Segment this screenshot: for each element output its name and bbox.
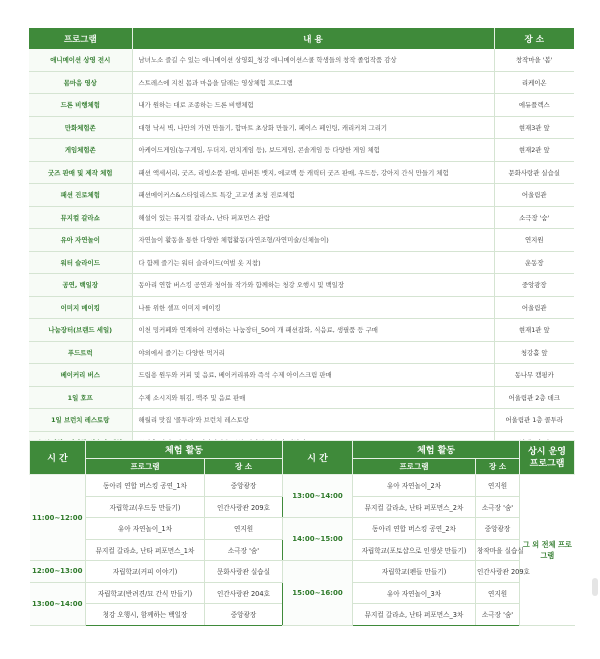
schedule-subheader-place-left: 장 소 (205, 459, 283, 475)
program-row (29, 184, 574, 207)
time-slot: 13:00~14:00 (30, 582, 86, 625)
program-description: 내가 원하는 대로 조종하는 드론 비행체험 (132, 94, 494, 117)
schedule-program: 자립학교(펜들 만들기) (353, 561, 476, 583)
schedule-row (30, 475, 575, 497)
program-row (29, 296, 574, 319)
schedule-program: 뮤지컬 갈라쇼, 난타 퍼포먼스_2차 (353, 496, 476, 518)
program-place: 현재3관 앞 (494, 116, 574, 139)
program-description: 동아리 연합 버스킹 공연과 청어들 작가와 함께하는 청강 오행시 및 백일장 (132, 274, 494, 297)
program-name: 드론 비행체험 (29, 94, 132, 117)
program-place: 소극장 '숨' (494, 206, 574, 229)
schedule-program: 자립학교(포토샵으로 인생샷 만들기) (353, 539, 476, 561)
time-slot: 13:00~14:00 (283, 475, 353, 518)
schedule-program: 유아 자연놀이_1차 (86, 518, 205, 540)
program-row (29, 341, 574, 364)
program-place: 동나무 캠핑카 (494, 364, 574, 387)
program-description: 이천 밍커페와 연계하여 진행하는 나눔장터_50여 개 패션잡화, 식음료, 생필품 등 구매 (132, 319, 494, 342)
program-name: 공연, 백일장 (29, 274, 132, 297)
schedule-header-time-right: 시 간 (283, 441, 353, 475)
schedule-place: 중앙광장 (205, 604, 283, 626)
schedule-place: 소극장 '숨' (476, 496, 520, 518)
schedule-program: 뮤지컬 갈라쇼, 난타 퍼포먼스_3차 (353, 604, 476, 626)
program-description: 자연놀이 활동을 통한 다양한 체험활동(자연조형/자연미술/신체놀이) (132, 229, 494, 252)
program-row (29, 206, 574, 229)
program-description: 스트레스에 지친 몸과 마음을 달래는 영상체험 프로그램 (132, 71, 494, 94)
schedule-place: 연지원 (476, 582, 520, 604)
schedule-row (30, 518, 575, 540)
schedule-place: 중앙광장 (205, 475, 283, 497)
schedule-place: 인간사랑관 209호 (476, 561, 520, 583)
program-name: 패션 진로체험 (29, 184, 132, 207)
program-name: 유아 자연놀이 (29, 229, 132, 252)
program-name: 워터 슬라이드 (29, 251, 132, 274)
program-row (29, 161, 574, 184)
program-place: 연지원 (494, 229, 574, 252)
schedule-program: 유아 자연놀이_2차 (353, 475, 476, 497)
program-row (29, 274, 574, 297)
program-row (29, 251, 574, 274)
schedule-row (30, 561, 575, 583)
col-header-place: 장 소 (494, 28, 574, 49)
schedule-program: 청강 오행시, 함께하는 백일장 (86, 604, 205, 626)
program-name: 만화체험존 (29, 116, 132, 139)
time-slot: 11:00~12:00 (30, 475, 86, 561)
program-name: 뮤지컬 갈라쇼 (29, 206, 132, 229)
schedule-program: 자립학교(우드등 만들기) (86, 496, 205, 518)
program-table-header (29, 28, 574, 49)
program-row (29, 229, 574, 252)
schedule-place: 인간사랑관 209호 (205, 496, 283, 518)
program-place: 에듀플렉스 (494, 94, 574, 117)
schedule-program: 뮤지컬 갈라쇼, 난타 퍼포먼스_1차 (86, 539, 205, 561)
program-description: 대형 낙서 벽, 나만의 가면 만들기, 합마트 초상화 만들기, 페이스 페인팅, 캐리커쳐 그리기 (132, 116, 494, 139)
program-description: 나를 위한 셀프 이미지 메이킹 (132, 296, 494, 319)
always-header-line2: 프로그램 (529, 458, 565, 469)
program-name: 이미지 메이킹 (29, 296, 132, 319)
col-header-program: 프로그램 (29, 28, 132, 49)
scroll-handle[interactable] (592, 578, 598, 596)
program-description: 수제 소시지와 튀김, 맥주 및 음료 판매 (132, 386, 494, 409)
schedule-table (29, 440, 575, 626)
schedule-place: 창작마을 실습실 (476, 539, 520, 561)
schedule-header-always (520, 441, 575, 475)
program-description: 해설이 있는 뮤지컬 갈라쇼, 난타 퍼포먼스 관람 (132, 206, 494, 229)
col-header-content: 내 용 (132, 28, 494, 49)
schedule-subheader-program-right: 프로그램 (353, 459, 476, 475)
program-row (29, 319, 574, 342)
program-place: 리케이온 (494, 71, 574, 94)
program-place: 현재2관 앞 (494, 139, 574, 162)
program-description: 아케이드게임(농구게임, 두더지, 펀치게임 등), 보드게임, 콘솔게임 등 다양한 게임 체험 (132, 139, 494, 162)
program-row (29, 386, 574, 409)
program-place: 운동장 (494, 251, 574, 274)
program-place: 어울림관 (494, 296, 574, 319)
program-place: 어울림관 (494, 184, 574, 207)
schedule-place: 중앙광장 (476, 518, 520, 540)
schedule-place: 연지원 (476, 475, 520, 497)
program-row (29, 94, 574, 117)
schedule-subheader-place-right: 장 소 (476, 459, 520, 475)
program-row (29, 71, 574, 94)
schedule-header-activity-left: 체험 활동 (86, 441, 283, 459)
program-name: 푸드트럭 (29, 341, 132, 364)
program-row (29, 409, 574, 432)
program-place: 청강홀 앞 (494, 341, 574, 364)
program-description: 패션 액세서리, 굿즈, 리빙소품 판매, 핀버튼 뱃지, 에코백 등 캐릭터 굿즈 판매, 우드등, 강아지 간식 만들기 체험 (132, 161, 494, 184)
program-row (29, 364, 574, 387)
schedule-program: 자립학교(커피 이야기) (86, 561, 205, 583)
schedule-program: 유아 자연놀이_3차 (353, 582, 476, 604)
schedule-place: 연지원 (205, 518, 283, 540)
program-place: 현재1관 앞 (494, 319, 574, 342)
schedule-place: 소극장 '숨' (205, 539, 283, 561)
program-name: 1일 브런치 레스토랑 (29, 409, 132, 432)
schedule-subheader-program-left: 프로그램 (86, 459, 205, 475)
program-name: 굿즈 판매 및 제작 체험 (29, 161, 132, 184)
schedule-place: 인간사랑관 204호 (205, 582, 283, 604)
schedule-header-activity-right: 체험 활동 (353, 441, 520, 459)
program-description: 해월리 맛집 '콜투라'와 브런치 레스토랑 (132, 409, 494, 432)
schedule-place: 문화사랑관 실습실 (205, 561, 283, 583)
program-row (29, 116, 574, 139)
program-place: 어울림관 1층 콜투라 (494, 409, 574, 432)
time-slot: 14:00~15:00 (283, 518, 353, 561)
time-slot: 15:00~16:00 (283, 561, 353, 626)
time-slot: 12:00~13:00 (30, 561, 86, 583)
program-name: 몸마음 영상 (29, 71, 132, 94)
program-description: 다 함께 즐기는 워터 슬라이드(여벌 옷 지참) (132, 251, 494, 274)
program-row (29, 139, 574, 162)
program-name: 게임체험존 (29, 139, 132, 162)
program-name: 애니메이션 상영 전시 (29, 49, 132, 71)
always-program-cell: 그 외 전체 프로그램 (520, 475, 575, 626)
program-description: 드립용 원두와 커피 및 음료, 베이커리류와 즉석 수제 아이스크림 판매 (132, 364, 494, 387)
program-name: 베이커리 버스 (29, 364, 132, 387)
schedule-place: 소극장 '숨' (476, 604, 520, 626)
program-description: 야외에서 즐기는 다양한 먹거리 (132, 341, 494, 364)
schedule-program: 자립학교(반려견/묘 간식 만들기) (86, 582, 205, 604)
program-table (29, 28, 574, 454)
program-place: 어울림관 2층 데크 (494, 386, 574, 409)
always-header-line1: 상시 운영 (528, 446, 566, 457)
program-name: 1일 호프 (29, 386, 132, 409)
schedule-program: 동아리 연합 버스킹 공연_2차 (353, 518, 476, 540)
program-name: 나눔장터(브랜드 세일) (29, 319, 132, 342)
program-description: 패션메이커스&스타일리스트 특강_고교생 초청 진로체험 (132, 184, 494, 207)
program-place: 문화사랑관 실습실 (494, 161, 574, 184)
schedule-header-time-left: 시 간 (30, 441, 86, 475)
program-row (29, 49, 574, 71)
program-description: 남녀노소 즐길 수 있는 애니메이션 상영회_청강 애니메이션스쿨 학생들의 창작 졸업작품 감상 (132, 49, 494, 71)
schedule-program: 동아리 연합 버스킹 공연_1차 (86, 475, 205, 497)
program-place: 창작마을 '봄' (494, 49, 574, 71)
program-place: 중앙광장 (494, 274, 574, 297)
